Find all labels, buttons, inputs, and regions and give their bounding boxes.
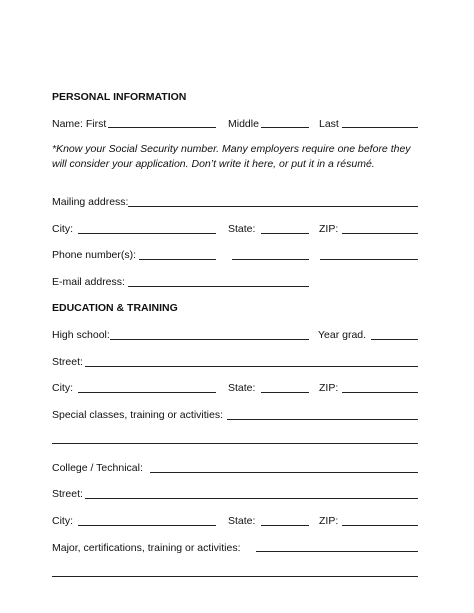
email-field[interactable] xyxy=(128,286,309,287)
first-name-label: Name: First xyxy=(52,118,107,130)
zip-label: ZIP: xyxy=(319,223,339,235)
hs-city-label: City: xyxy=(52,382,73,394)
mailing-address-field[interactable] xyxy=(128,206,418,207)
major-field-2[interactable] xyxy=(52,576,418,577)
college-label: College / Technical: xyxy=(52,462,143,474)
major-field[interactable] xyxy=(256,551,418,552)
state-label: State: xyxy=(228,223,256,235)
year-grad-label: Year grad. xyxy=(318,329,367,341)
hs-zip-label: ZIP: xyxy=(319,382,339,394)
college-state-field[interactable] xyxy=(261,525,309,526)
education-training-heading: EDUCATION & TRAINING xyxy=(52,302,178,314)
phone-field-3[interactable] xyxy=(320,259,418,260)
college-city-field[interactable] xyxy=(78,525,216,526)
college-street-field[interactable] xyxy=(85,498,418,499)
college-field[interactable] xyxy=(150,472,418,473)
year-grad-field[interactable] xyxy=(371,339,418,340)
ssn-note: *Know your Social Security number. Many employers require one before they will consider your application. Don’t write it here, or put it in a résumé. xyxy=(52,143,411,170)
state-field[interactable] xyxy=(261,233,309,234)
college-state-label: State: xyxy=(228,515,256,527)
major-label: Major, certifications, training or activities: xyxy=(52,542,241,554)
hs-state-label: State: xyxy=(228,382,256,394)
college-zip-field[interactable] xyxy=(342,525,418,526)
hs-state-field[interactable] xyxy=(261,392,309,393)
mailing-address-label: Mailing address: xyxy=(52,196,129,208)
high-school-label: High school: xyxy=(52,329,110,341)
college-city-label: City: xyxy=(52,515,73,527)
email-label: E-mail address: xyxy=(52,276,125,288)
special-classes-field-2[interactable] xyxy=(52,443,418,444)
phone-field-2[interactable] xyxy=(232,259,309,260)
high-school-field[interactable] xyxy=(110,339,309,340)
middle-name-label: Middle xyxy=(228,118,259,130)
first-name-field[interactable] xyxy=(108,127,216,128)
phone-label: Phone number(s): xyxy=(52,249,137,261)
hs-street-label: Street: xyxy=(52,356,83,368)
hs-city-field[interactable] xyxy=(78,392,216,393)
city-field[interactable] xyxy=(78,233,216,234)
special-classes-label: Special classes, training or activities: xyxy=(52,409,223,421)
college-street-label: Street: xyxy=(52,488,83,500)
last-name-label: Last xyxy=(319,118,339,130)
hs-zip-field[interactable] xyxy=(342,392,418,393)
zip-field[interactable] xyxy=(342,233,418,234)
college-zip-label: ZIP: xyxy=(319,515,339,527)
last-name-field[interactable] xyxy=(342,127,418,128)
middle-name-field[interactable] xyxy=(261,127,309,128)
personal-information-heading: PERSONAL INFORMATION xyxy=(52,91,187,103)
phone-field-1[interactable] xyxy=(139,259,216,260)
special-classes-field[interactable] xyxy=(227,419,418,420)
city-label: City: xyxy=(52,223,73,235)
hs-street-field[interactable] xyxy=(85,366,418,367)
